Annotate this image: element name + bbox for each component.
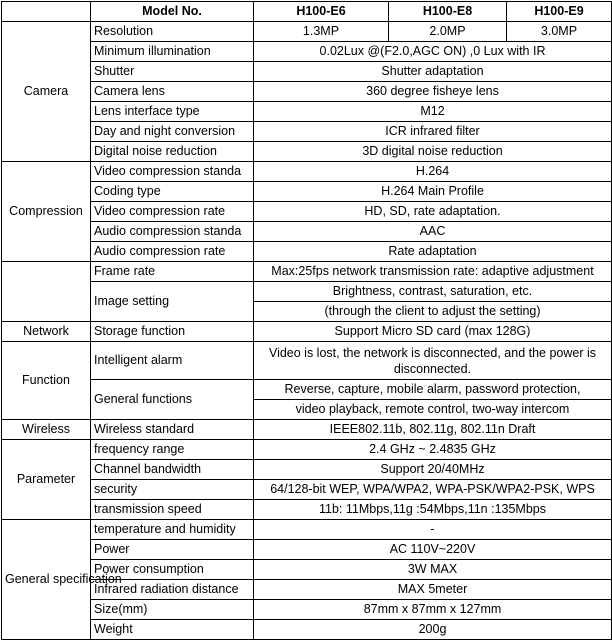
- row-label: Frame rate: [91, 262, 254, 282]
- row-value: MAX 5meter: [254, 580, 612, 600]
- table-row: [2, 202, 612, 222]
- row-value: 2.0MP: [389, 22, 507, 42]
- row-value: HD, SD, rate adaptation.: [254, 202, 612, 222]
- table-row: [2, 242, 612, 262]
- header-model-label: Model No.: [91, 2, 254, 22]
- category-general: General specification: [2, 520, 91, 640]
- header-row: [2, 2, 612, 22]
- row-value: Shutter adaptation: [254, 62, 612, 82]
- row-label: transmission speed: [91, 500, 254, 520]
- table-row: [2, 122, 612, 142]
- row-value: (through the client to adjust the setting): [254, 302, 612, 322]
- row-value: 200g: [254, 620, 612, 640]
- header-model-e8: H100-E8: [389, 2, 507, 22]
- table-row: [2, 420, 612, 440]
- row-label: Resolution: [91, 22, 254, 42]
- row-value: 87mm x 87mm x 127mm: [254, 600, 612, 620]
- row-value: Video is lost, the network is disconnected, and the power is disconnected.: [254, 342, 612, 380]
- row-value: AAC: [254, 222, 612, 242]
- row-value: Support Micro SD card (max 128G): [254, 322, 612, 342]
- row-value: 3D digital noise reduction: [254, 142, 612, 162]
- row-label: Wireless standard: [91, 420, 254, 440]
- table-row: [2, 500, 612, 520]
- row-label: Day and night conversion: [91, 122, 254, 142]
- table-row: [2, 282, 612, 302]
- table-row: [2, 460, 612, 480]
- row-label: Weight: [91, 620, 254, 640]
- row-label: Storage function: [91, 322, 254, 342]
- row-label: Channel bandwidth: [91, 460, 254, 480]
- category-camera: Camera: [2, 22, 91, 162]
- row-value: 360 degree fisheye lens: [254, 82, 612, 102]
- table-row: [2, 22, 612, 42]
- table-row: [2, 480, 612, 500]
- table-row: [2, 342, 612, 380]
- row-label: Coding type: [91, 182, 254, 202]
- row-label: General functions: [91, 380, 254, 420]
- table-row: [2, 42, 612, 62]
- table-row: [2, 82, 612, 102]
- row-value: 3.0MP: [507, 22, 612, 42]
- category-function: Function: [2, 342, 91, 420]
- row-value: 64/128-bit WEP, WPA/WPA2, WPA-PSK/WPA2-PSK, WPS: [254, 480, 612, 500]
- row-value: 11b: 11Mbps,11g :54Mbps,11n :135Mbps: [254, 500, 612, 520]
- row-label: temperature and humidity: [91, 520, 254, 540]
- category-parameter: Parameter: [2, 440, 91, 520]
- row-label: Audio compression standa: [91, 222, 254, 242]
- row-label: Infrared radiation distance: [91, 580, 254, 600]
- row-value: 3W MAX: [254, 560, 612, 580]
- header-model-e6: H100-E6: [254, 2, 389, 22]
- table-row: [2, 62, 612, 82]
- row-label: Image setting: [91, 282, 254, 322]
- row-value: ICR infrared filter: [254, 122, 612, 142]
- category-wireless: Wireless: [2, 420, 91, 440]
- table-row: [2, 540, 612, 560]
- table-row: [2, 600, 612, 620]
- row-label: Intelligent alarm: [91, 342, 254, 380]
- table-row: [2, 322, 612, 342]
- row-label: Minimum illumination: [91, 42, 254, 62]
- table-row: [2, 520, 612, 540]
- row-label: Camera lens: [91, 82, 254, 102]
- row-value: 0.02Lux @(F2.0,AGC ON) ,0 Lux with IR: [254, 42, 612, 62]
- row-label: Lens interface type: [91, 102, 254, 122]
- row-value: video playback, remote control, two-way intercom: [254, 400, 612, 420]
- row-value: 2.4 GHz ~ 2.4835 GHz: [254, 440, 612, 460]
- table-row: [2, 142, 612, 162]
- row-label: Size(mm): [91, 600, 254, 620]
- header-corner: [2, 2, 91, 22]
- row-label: Power: [91, 540, 254, 560]
- spec-table: [1, 1, 612, 640]
- row-value: Brightness, contrast, saturation, etc.: [254, 282, 612, 302]
- row-label: Video compression rate: [91, 202, 254, 222]
- table-row: [2, 222, 612, 242]
- table-row: [2, 102, 612, 122]
- row-value: Support 20/40MHz: [254, 460, 612, 480]
- category-network: Network: [2, 322, 91, 342]
- row-label: security: [91, 480, 254, 500]
- table-row: [2, 380, 612, 400]
- category-compression: Compression: [2, 162, 91, 262]
- row-value: AC 110V~220V: [254, 540, 612, 560]
- table-row: [2, 182, 612, 202]
- row-value: Rate adaptation: [254, 242, 612, 262]
- row-value: H.264 Main Profile: [254, 182, 612, 202]
- row-value: -: [254, 520, 612, 540]
- table-row: [2, 620, 612, 640]
- row-value: IEEE802.11b, 802.11g, 802.11n Draft: [254, 420, 612, 440]
- category-blank: [2, 262, 91, 322]
- row-value: Reverse, capture, mobile alarm, password protection,: [254, 380, 612, 400]
- row-label: Audio compression rate: [91, 242, 254, 262]
- row-label: frequency range: [91, 440, 254, 460]
- row-value: Max:25fps network transmission rate: adaptive adjustment: [254, 262, 612, 282]
- row-label: Shutter: [91, 62, 254, 82]
- table-row: [2, 262, 612, 282]
- row-value: H.264: [254, 162, 612, 182]
- table-row: [2, 162, 612, 182]
- header-model-e9: H100-E9: [507, 2, 612, 22]
- row-value: M12: [254, 102, 612, 122]
- table-row: [2, 440, 612, 460]
- row-value: 1.3MP: [254, 22, 389, 42]
- row-label: Digital noise reduction: [91, 142, 254, 162]
- row-label: Video compression standa: [91, 162, 254, 182]
- row-label: Power consumption: [91, 560, 254, 580]
